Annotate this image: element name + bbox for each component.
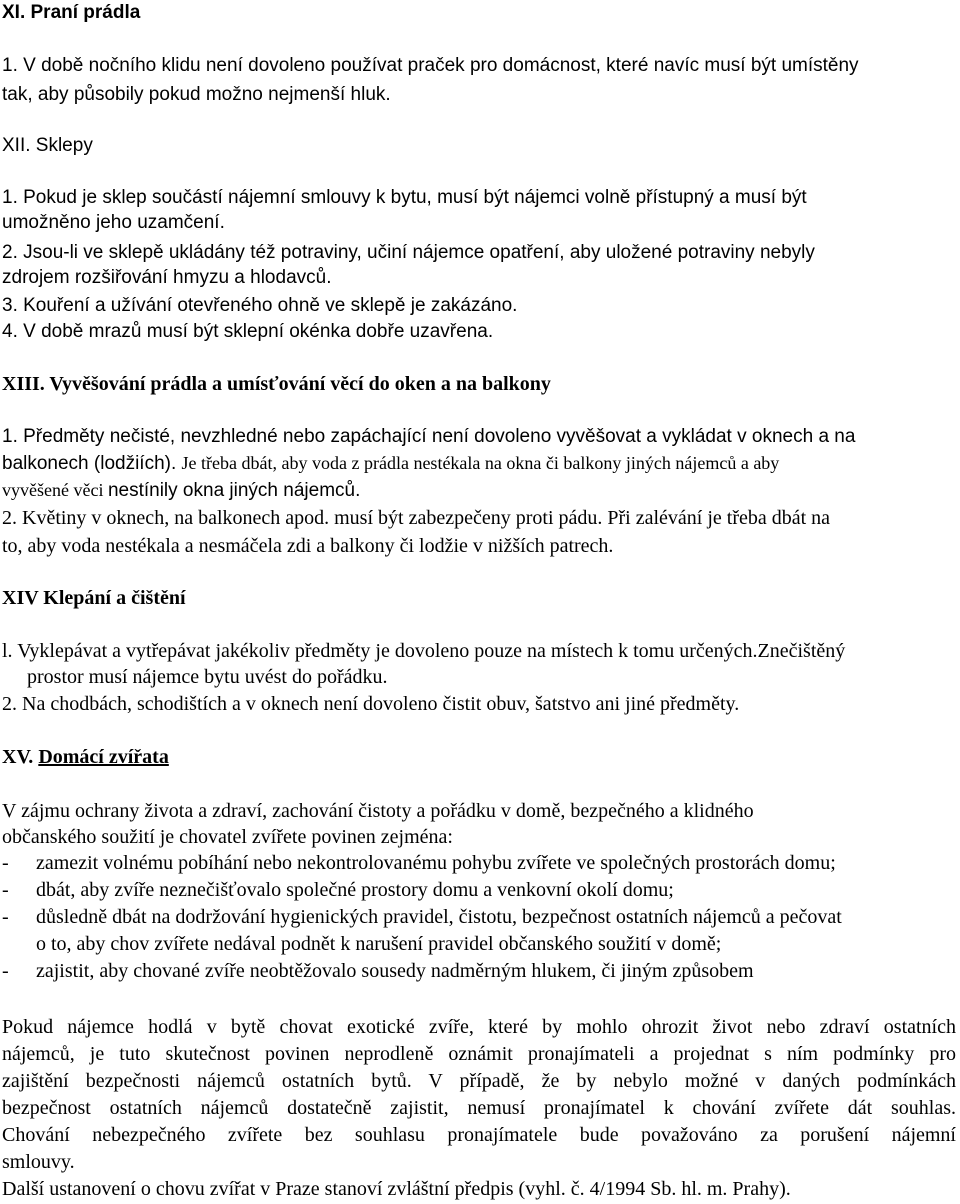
xii-item-2-line-1: 2. Jsou-li ve sklepě ukládány též potraviny, učiní nájemce opatření, aby uložené potraviny nebyly [2,242,815,263]
xv-intro-line-2: občanského soužití je chovatel zvířete povinen zejména: [2,826,453,848]
xv-para-line-6: smlouvy. [2,1151,75,1173]
section-heading-xi: XI. Praní prádla [2,2,141,23]
xiii-item-1-line-2 [2,453,779,475]
xv-final-line: Další ustanovení o chovu zvířat v Praze stanoví zvláštní předpis (vyhl. č. 4/1994 Sb. hl. m. Prahy). [2,1178,791,1200]
xiii-item-1-line-3 [2,480,360,502]
xv-bullet-4: zajistit, aby chované zvíře neobtěžovalo sousedy nadměrným hlukem, či jiným způsobem [36,960,754,982]
xiii-item-1-line-3-part-b: nestínily okna jiných nájemců. [107,480,361,501]
xv-bullet-2: dbát, aby zvíře neznečišťovalo společné prostory domu a venkovní okolí domu; [36,879,674,901]
xv-para-line-3: zajištění bezpečnosti nájemců ostatních bytů. V případě, že by nebylo možné v daných podmínkách [2,1070,956,1092]
xv-para-line-4: bezpečnost ostatních nájemců dostatečně zajistit, nemusí pronajímatel k chování zvířete dát souhlas. [2,1097,956,1119]
xii-item-1-line-2: umožněno jeho uzamčení. [2,212,225,233]
xii-item-1-line-1: 1. Pokud je sklep součástí nájemní smlouvy k bytu, musí být nájemci volně přístupný a musí být [2,187,807,208]
xv-para-line-5: Chování nebezpečného zvířete bez souhlasu pronajímatele bude považováno za porušení nájemní [2,1124,956,1146]
xiii-item-2-line-1: 2. Květiny v oknech, na balkonech apod. musí být zabezpečeny proti pádu. Při zalévání je třeba dbát na [2,507,831,529]
xiv-item-1-line-1: l. Vyklepávat a vytřepávat jakékoliv předměty je dovoleno pouze na místech k tomu určených.Znečištěný [2,640,846,662]
xiv-item-2: 2. Na chodbách, schodištích a v oknech není dovoleno čistit obuv, šatstvo ani jiné předměty. [2,693,740,715]
section-heading-xv [2,746,169,769]
xv-bullet-3-line-2: o to, aby chov zvířete nedával podnět k narušení pravidel občanského soužití v domě; [36,933,722,955]
xii-item-4: 4. V době mrazů musí být sklepní okénka dobře uzavřena. [2,321,494,342]
xv-para-line-2: nájemců, je tuto skutečnost povinen neprodleně oznámit pronajímateli a projednat s ním podmínky pro [2,1043,956,1065]
xv-bullet-3-line-1: důsledně dbát na dodržování hygienických pravidel, čistotu, bezpečnost ostatních nájemců a pečovat [36,906,842,928]
xv-bullet-3-marker: - [2,906,9,928]
section-heading-xiv: XIV Klepání a čištění [2,587,186,609]
xi-item-1-line-1: 1. V době nočního klidu není dovoleno používat praček pro domácnost, které navíc musí být umístěny [2,55,859,76]
xiii-item-1-line-3-part-a: vyvěšené věci [2,480,108,500]
section-heading-xii: XII. Sklepy [2,135,93,156]
xiv-item-1-line-2: prostor musí nájemce bytu uvést do pořádku. [27,666,388,688]
section-heading-xv-title: Domácí zvířata [38,746,169,768]
section-heading-xv-number: XV. [2,746,39,768]
xiii-item-1-line-2-part-b: Je třeba dbát, aby voda z prádla nestékala na okna či balkony jiných nájemců a aby [181,453,780,473]
xv-bullet-2-marker: - [2,879,9,901]
xiii-item-1-line-2-part-a: balkonech (lodžiích). [2,453,182,474]
xii-item-2-line-2: zdrojem rozšiřování hmyzu a hlodavců. [2,267,332,288]
xi-item-1-line-2: tak, aby působily pokud možno nejmenší hluk. [2,84,391,105]
xv-bullet-1-marker: - [2,852,9,874]
xii-item-3: 3. Kouření a užívání otevřeného ohně ve sklepě je zakázáno. [2,295,518,316]
xv-bullet-1: zamezit volnému pobíhání nebo nekontrolovanému pohybu zvířete ve společných prostorách domu; [36,852,836,874]
xv-intro-line-1: V zájmu ochrany života a zdraví, zachování čistoty a pořádku v domě, bezpečného a klidného [2,800,754,822]
section-heading-xiii: XIII. Vyvěšování prádla a umísťování věcí do oken a na balkony [2,373,551,395]
xv-bullet-4-marker: - [2,960,9,982]
xiii-item-2-line-2: to, aby voda nestékala a nesmáčela zdi a balkony či lodžie v nižších patrech. [2,535,614,557]
xv-para-line-1: Pokud nájemce hodlá v bytě chovat exotické zvíře, které by mohlo ohrozit život nebo zdraví ostatních [2,1016,956,1038]
xiii-item-1-line-1: 1. Předměty nečisté, nevzhledné nebo zapáchající není dovoleno vyvěšovat a vykládat v oknech a na [2,426,856,447]
